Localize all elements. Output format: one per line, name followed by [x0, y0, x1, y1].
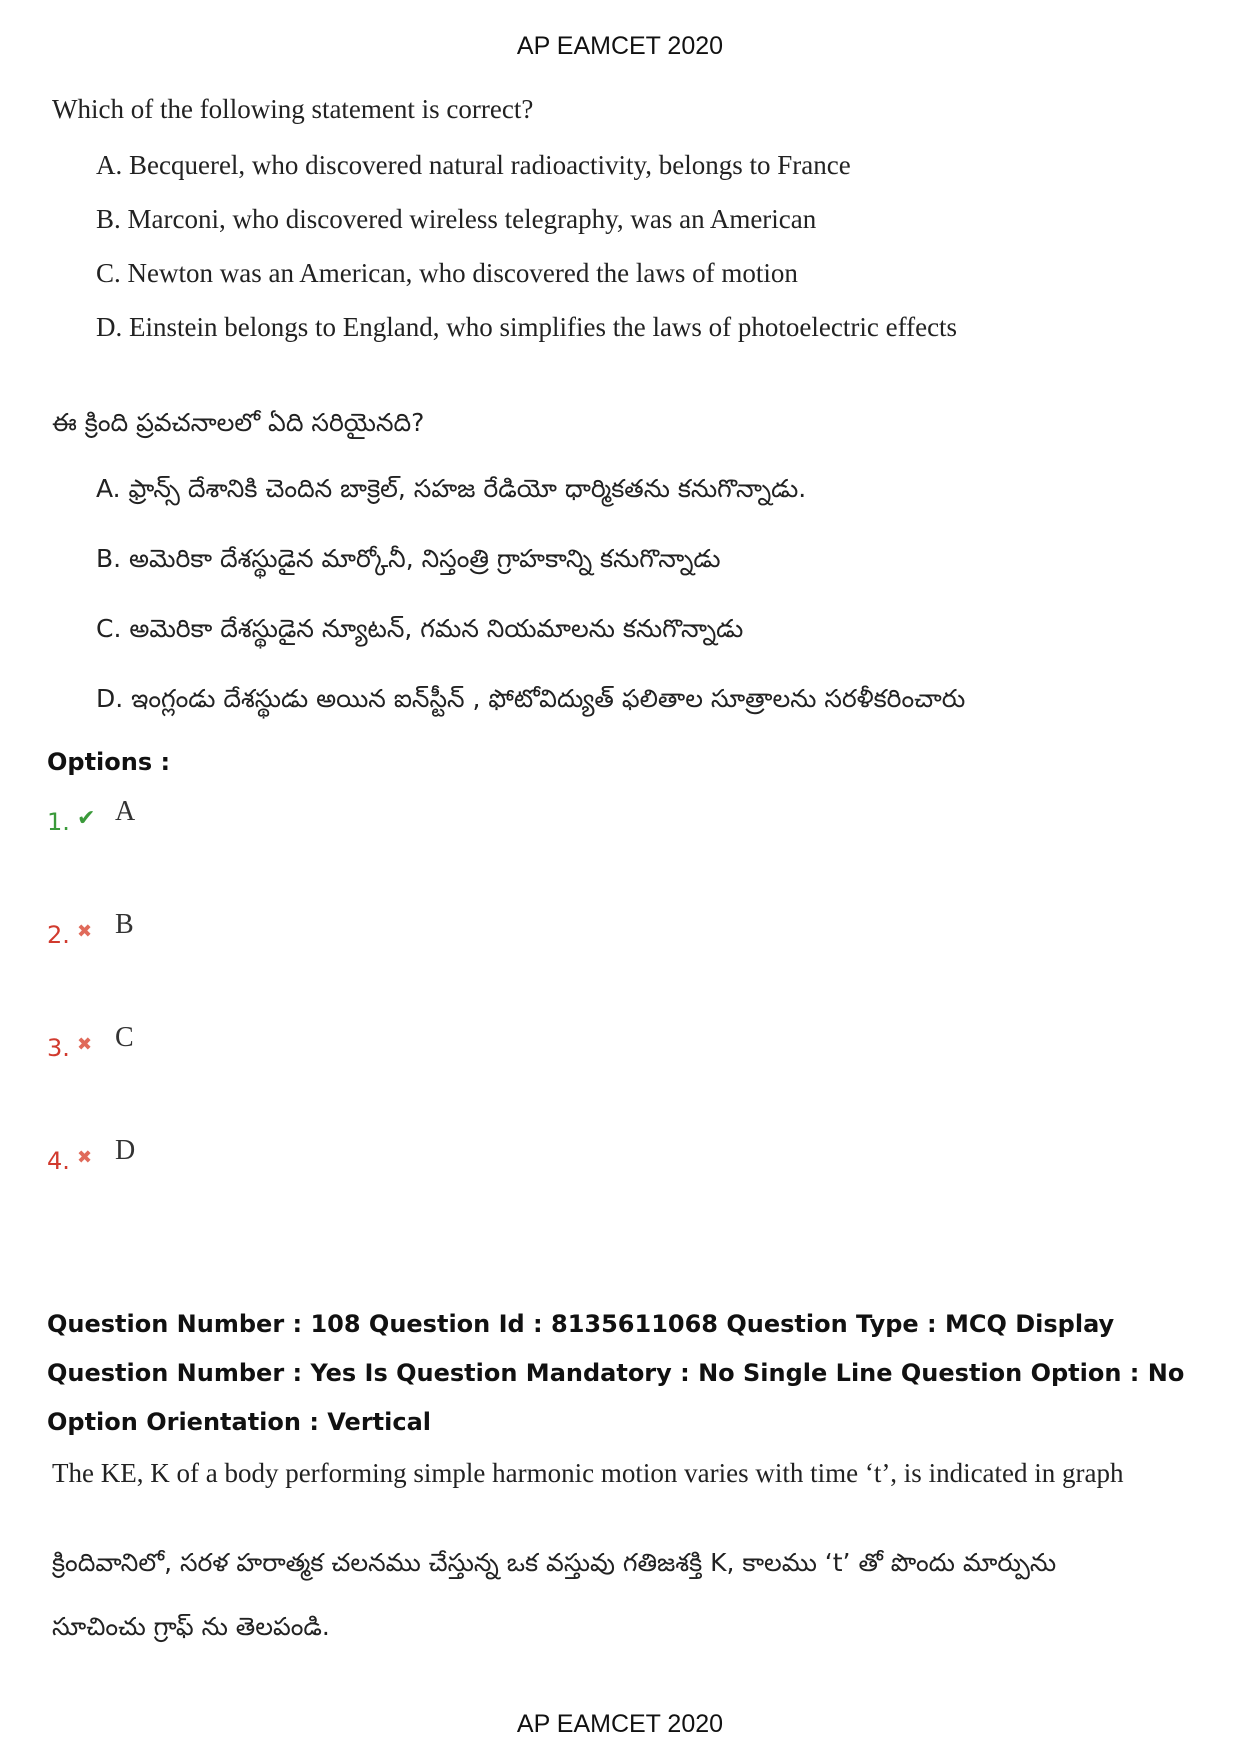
answer-number: 3. [47, 1034, 70, 1062]
question-option-telugu-b: B. అమెరికా దేశస్థుడైన మార్కోనీ, నిస్తంత్రి గ్రాహకాన్ని కనుగొన్నాడు [96, 544, 721, 573]
next-question-english: The KE, K of a body performing simple harmonic motion varies with time ‘t’, is indicated in graph [52, 1458, 1124, 1488]
next-question-telugu-line-1: క్రిందివానిలో, సరళ హరాత్మక చలనము చేస్తున్న ఒక వస్తువు గతిజశక్తి K, కాలము ‘t’ తో పొందు మార్పును [52, 1548, 1057, 1577]
answer-number: 1. [47, 808, 70, 836]
check-icon: ✔ [77, 806, 96, 831]
answer-number: 2. [47, 921, 70, 949]
question-stem-telugu: ఈ క్రింది ప్రవచనాలలో ఏది సరియైనది? [52, 408, 425, 437]
answer-number: 4. [47, 1147, 70, 1175]
question-meta: Question Number : 108 Question Id : 8135611068 Question Type : MCQ Display Question Number : Yes Is Question Mandatory : No Single Line Question Option : No Option Orientation : Vertical [47, 1310, 1185, 1436]
question-option-english-d: D. Einstein belongs to England, who simplifies the laws of photoelectric effects [96, 312, 958, 342]
answer-value: D [115, 1135, 136, 1166]
cross-icon: ✖ [77, 1034, 93, 1055]
question-option-english-b: B. Marconi, who discovered wireless telegraphy, was an American [96, 204, 817, 234]
question-stem-english: Which of the following statement is correct? [52, 94, 534, 124]
question-option-telugu-c: C. అమెరికా దేశస్థుడైన న్యూటన్, గమన నియమాలను కనుగొన్నాడు [96, 614, 744, 643]
cross-icon: ✖ [77, 1147, 93, 1168]
options-label: Options : [47, 748, 171, 776]
answer-value: C [115, 1022, 134, 1053]
cross-icon: ✖ [77, 921, 93, 942]
question-option-english-c: C. Newton was an American, who discovered the laws of motion [96, 258, 798, 288]
page-footer: AP EAMCET 2020 [516, 1710, 724, 1738]
answer-value: A [115, 796, 136, 827]
next-question-telugu-line-2: సూచించు గ్రాఫ్ ను తెలపండి. [52, 1612, 330, 1641]
page-header: AP EAMCET 2020 [516, 32, 724, 60]
question-option-english-a: A. Becquerel, who discovered natural radioactivity, belongs to France [96, 150, 851, 180]
answer-value: B [115, 909, 134, 940]
question-option-telugu-a: A. ఫ్రాన్స్ దేశానికి చెందిన బాక్రెల్, సహజ రేడియో ధార్మికతను కనుగొన్నాడు. [96, 474, 807, 503]
question-option-telugu-d: D. ఇంగ్లండు దేశస్థుడు అయిన ఐన్‌స్టీన్ , ఫోటోవిద్యుత్ ఫలితాల సూత్రాలను సరళీకరించారు [96, 684, 966, 713]
